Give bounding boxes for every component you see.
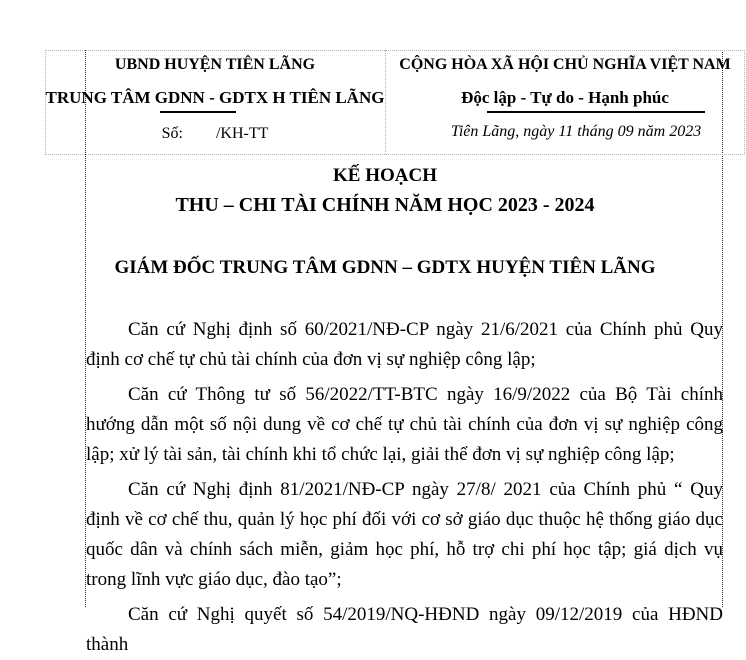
document-body[interactable]	[86, 315, 723, 660]
document-number-line	[45, 125, 385, 143]
document-title-block	[24, 165, 746, 217]
issuer-parent-org: UBND HUYỆN TIÊN LÃNG	[114, 56, 316, 73]
paragraph-can-cu-4: Căn cứ Nghị quyết số 54/2019/NQ-HĐND ngày 09/12/2019 của HĐND thành	[86, 604, 723, 655]
place-and-date: Tiên Lãng, ngày 11 tháng 09 năm 2023	[450, 123, 702, 140]
document-title: KẾ HOẠCH	[333, 165, 437, 186]
paragraph-can-cu-1: Căn cứ Nghị định số 60/2021/NĐ-CP ngày 21/6/2021 của Chính phủ Quy định cơ chế tự chủ tài chính của đơn vị sự nghiệp công lập;	[86, 319, 723, 370]
country-name: CỘNG HÒA XÃ HỘI CHỦ NGHĨA VIỆT NAM	[399, 56, 731, 73]
document-subtitle: THU – CHI TÀI CHÍNH NĂM HỌC 2023 - 2024	[175, 194, 595, 216]
national-header-block	[386, 50, 744, 154]
document-number-label: Số:	[161, 125, 183, 142]
authority-heading: GIÁM ĐỐC TRUNG TÂM GDNN – GDTX HUYỆN TIÊN LÃNG	[114, 257, 656, 278]
national-motto: Độc lập - Tự do - Hạnh phúc	[461, 88, 669, 107]
paragraph-can-cu-3: Căn cứ Nghị định 81/2021/NĐ-CP ngày 27/8/ 2021 của Chính phủ “ Quy định về cơ chế thu, quản lý học phí đối với cơ sở giáo dục thuộc hệ thống giáo dục quốc dân và chính sách miễn, giảm học phí, hỗ trợ chi phí học tập; giá dịch vụ trong lĩnh vực giáo dục, đào tạo”;	[86, 479, 723, 590]
document-number-value: /KH-TT	[215, 125, 269, 142]
motto-underline	[487, 111, 705, 113]
issuer-org-name: TRUNG TÂM GDNN - GDTX H TIÊN LÃNG	[45, 88, 385, 107]
paragraph-can-cu-2: Căn cứ Thông tư số 56/2022/TT-BTC ngày 16/9/2022 của Bộ Tài chính hướng dẫn một số nội dung về cơ chế tự chủ tài chính của đơn vị sự nghiệp công lập; xử lý tài sản, tài chính khi tổ chức lại, giải thể đơn vị sự nghiệp công lập;	[86, 384, 723, 465]
issuer-block	[45, 50, 385, 154]
issuer-underline	[160, 111, 236, 113]
